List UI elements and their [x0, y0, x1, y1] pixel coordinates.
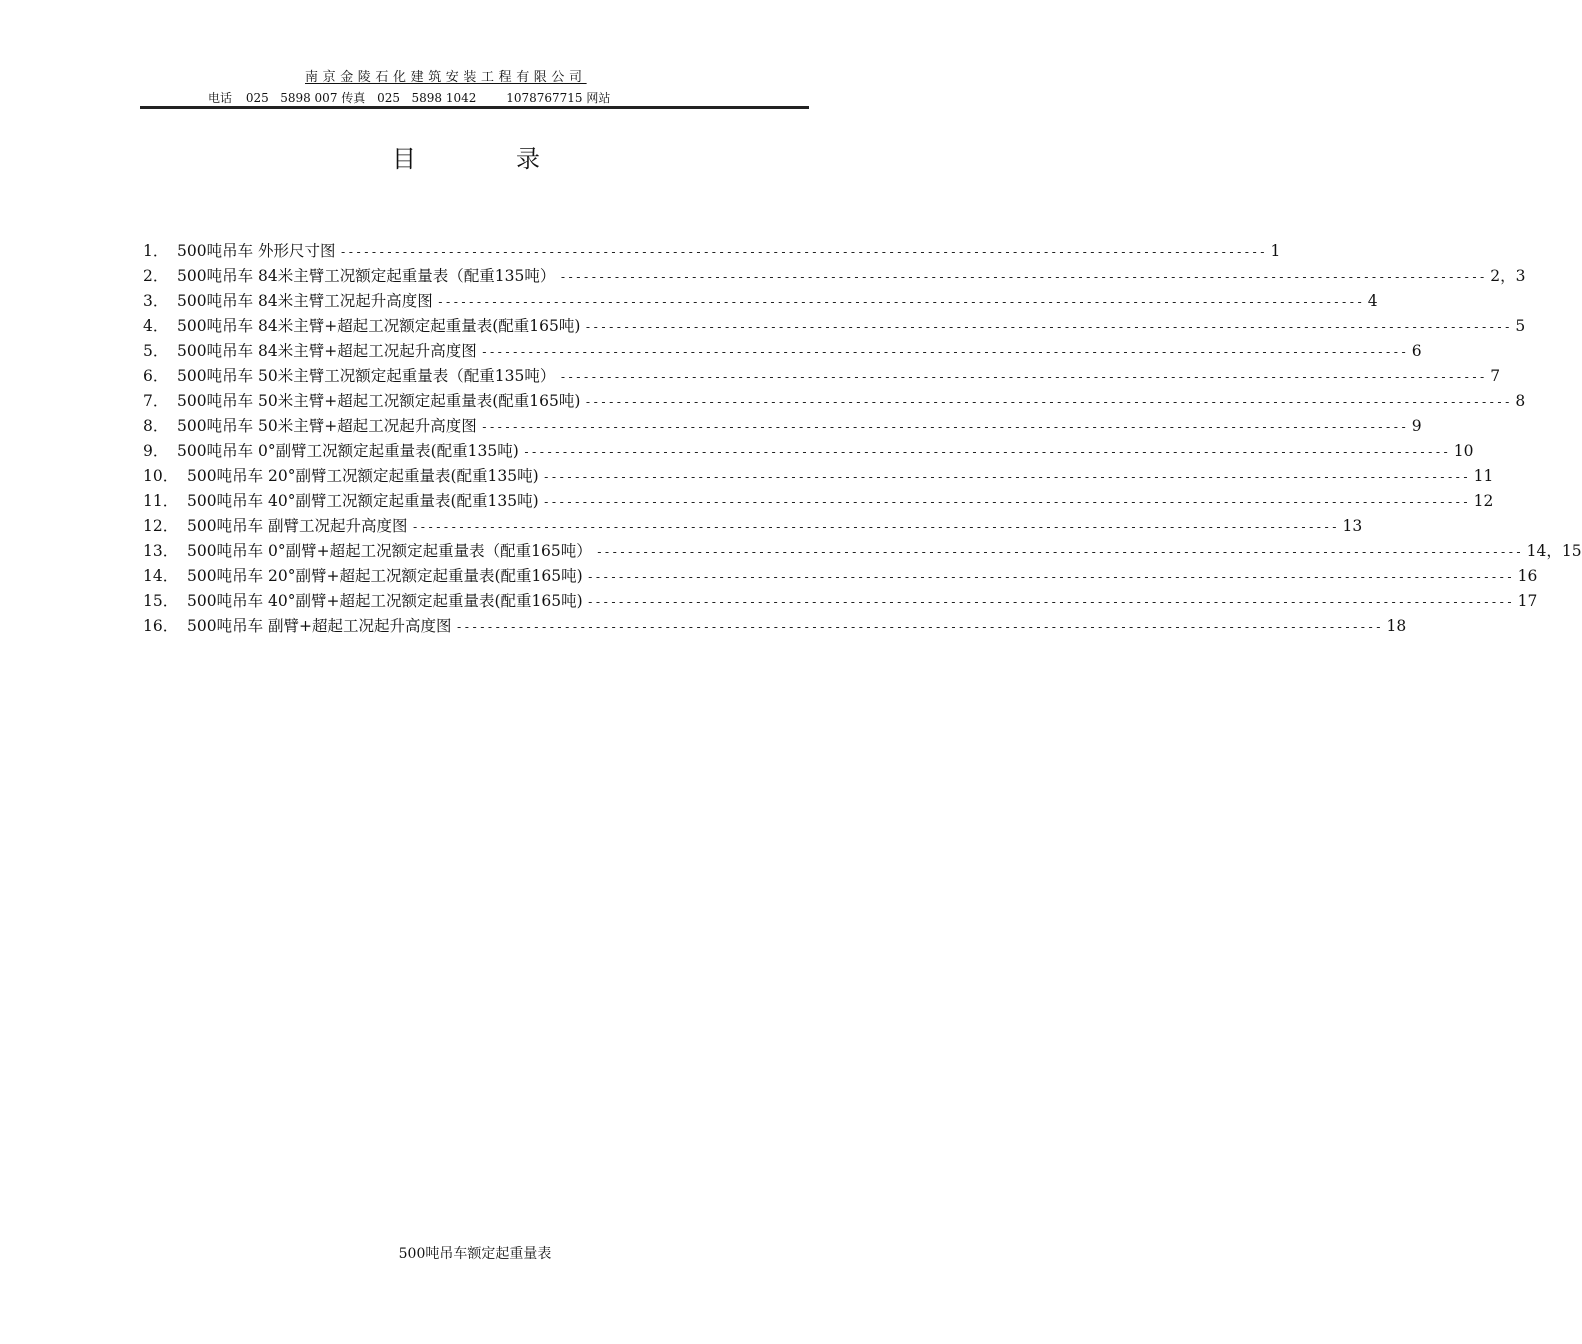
toc-entry-leader: ------------------------------------------------------------------------------------------------------------------------	[586, 595, 1514, 609]
toc-entry-title: 500吨吊车 50米主臂+超起工况起升高度图	[177, 417, 477, 435]
toc-entry-leader: ------------------------------------------------------------------------------------------------------------------------	[584, 320, 1512, 334]
toc-entry-number: 6．	[143, 367, 169, 385]
phone-value: 025 5898 007	[245, 91, 338, 105]
toc-entry-number: 1．	[143, 242, 169, 260]
toc-entry-leader: ------------------------------------------------------------------------------------------------------------------------	[436, 295, 1364, 309]
toc-entry-number: 10．	[143, 467, 179, 485]
toc-entry[interactable]	[143, 490, 1494, 515]
toc-entry-page: 7	[1490, 367, 1501, 385]
toc-list	[143, 240, 1582, 640]
toc-entry-number: 7．	[143, 392, 169, 410]
toc-entry-page: 11	[1473, 467, 1494, 485]
toc-entry-title: 500吨吊车 40°副臂工况额定起重量表(配重135吨)	[187, 492, 539, 510]
toc-entry-number: 13．	[143, 542, 179, 560]
toc-entry-title: 500吨吊车 50米主臂工况额定起重量表（配重135吨）	[177, 367, 556, 385]
toc-entry-page: 6	[1411, 342, 1422, 360]
toc-entry-title: 500吨吊车 84米主臂工况起升高度图	[177, 292, 433, 310]
toc-entry-page: 13	[1342, 517, 1363, 535]
toc-title-char-1: 目	[392, 145, 416, 173]
toc-entry-title: 500吨吊车 20°副臂工况额定起重量表(配重135吨)	[187, 467, 539, 485]
toc-entry-leader: ------------------------------------------------------------------------------------------------------------------------	[522, 445, 1450, 459]
toc-entry[interactable]	[143, 240, 1281, 265]
toc-entry-number: 11．	[143, 492, 179, 510]
toc-entry-number: 8．	[143, 417, 169, 435]
toc-entry-page: 9	[1411, 417, 1422, 435]
toc-title-char-2: 录	[516, 145, 540, 173]
toc-entry-leader: ------------------------------------------------------------------------------------------------------------------------	[584, 395, 1512, 409]
toc-entry-title: 500吨吊车 0°副臂+超起工况额定起重量表（配重165吨）	[187, 542, 592, 560]
toc-entry-number: 15．	[143, 592, 179, 610]
toc-entry[interactable]	[143, 340, 1422, 365]
toc-entry-title: 500吨吊车 副臂+超起工况起升高度图	[187, 617, 452, 635]
toc-entry-title: 500吨吊车 84米主臂+超起工况额定起重量表(配重165吨)	[177, 317, 581, 335]
toc-entry-title: 500吨吊车 副臂工况起升高度图	[187, 517, 408, 535]
toc-entry-leader: ------------------------------------------------------------------------------------------------------------------------	[542, 470, 1470, 484]
toc-entry[interactable]	[143, 540, 1582, 565]
company-name: 南京金陵石化建筑安装工程有限公司	[305, 70, 587, 85]
toc-entry-page: 12	[1473, 492, 1494, 510]
toc-entry-page: 17	[1517, 592, 1538, 610]
toc-entry-number: 16．	[143, 617, 179, 635]
toc-entry-leader: ------------------------------------------------------------------------------------------------------------------------	[339, 245, 1267, 259]
toc-entry-leader: ------------------------------------------------------------------------------------------------------------------------	[455, 620, 1383, 634]
toc-entry-number: 2．	[143, 267, 169, 285]
toc-entry-leader: ------------------------------------------------------------------------------------------------------------------------	[411, 520, 1339, 534]
toc-entry-page: 5	[1515, 317, 1526, 335]
toc-entry[interactable]	[143, 615, 1407, 640]
toc-entry[interactable]	[143, 390, 1526, 415]
toc-entry-leader: ------------------------------------------------------------------------------------------------------------------------	[595, 545, 1523, 559]
toc-entry[interactable]	[143, 315, 1526, 340]
contact-extra: 1078767715	[506, 91, 583, 105]
toc-entry-page: 16	[1517, 567, 1538, 585]
toc-entry-title: 500吨吊车 20°副臂+超起工况额定起重量表(配重165吨)	[187, 567, 583, 585]
toc-entry-number: 4．	[143, 317, 169, 335]
site-label: 网站	[586, 91, 611, 105]
fax-value: 025 5898 1042	[377, 91, 477, 105]
toc-entry-title: 500吨吊车 50米主臂+超起工况额定起重量表(配重165吨)	[177, 392, 581, 410]
toc-entry-number: 3．	[143, 292, 169, 310]
toc-entry-title: 500吨吊车 84米主臂工况额定起重量表（配重135吨）	[177, 267, 556, 285]
toc-entry-leader: ------------------------------------------------------------------------------------------------------------------------	[586, 570, 1514, 584]
toc-entry[interactable]	[143, 440, 1474, 465]
contact-line	[208, 90, 610, 106]
toc-entry-leader: ------------------------------------------------------------------------------------------------------------------------	[559, 270, 1487, 284]
toc-entry[interactable]	[143, 565, 1538, 590]
toc-entry[interactable]	[143, 515, 1363, 540]
toc-entry-title: 500吨吊车 84米主臂+超起工况起升高度图	[177, 342, 477, 360]
toc-entry[interactable]	[143, 290, 1378, 315]
toc-entry-page: 10	[1453, 442, 1474, 460]
toc-entry-number: 5．	[143, 342, 169, 360]
toc-entry[interactable]	[143, 415, 1422, 440]
toc-entry-leader: ------------------------------------------------------------------------------------------------------------------------	[542, 495, 1470, 509]
toc-entry-leader: ------------------------------------------------------------------------------------------------------------------------	[559, 370, 1487, 384]
toc-entry-number: 14．	[143, 567, 179, 585]
phone-label: 电话	[208, 91, 233, 105]
toc-entry-title: 500吨吊车 外形尺寸图	[177, 242, 336, 260]
toc-entry-leader: ------------------------------------------------------------------------------------------------------------------------	[480, 345, 1408, 359]
toc-entry[interactable]	[143, 465, 1494, 490]
toc-entry[interactable]	[143, 590, 1538, 615]
toc-entry-page: 4	[1367, 292, 1378, 310]
toc-entry-leader: ------------------------------------------------------------------------------------------------------------------------	[480, 420, 1408, 434]
toc-entry-page: 14，15	[1526, 542, 1582, 560]
page-footer: 500吨吊车额定起重量表	[398, 1246, 552, 1262]
fax-label: 传真	[341, 91, 366, 105]
toc-entry-page: 2，3	[1490, 267, 1526, 285]
header-rule	[140, 106, 809, 109]
toc-entry-number: 9．	[143, 442, 169, 460]
toc-entry-page: 8	[1515, 392, 1526, 410]
toc-entry-page: 1	[1270, 242, 1281, 260]
toc-entry-page: 18	[1386, 617, 1407, 635]
toc-title	[392, 144, 540, 174]
toc-entry[interactable]	[143, 265, 1526, 290]
toc-entry-number: 12．	[143, 517, 179, 535]
toc-entry-title: 500吨吊车 0°副臂工况额定起重量表(配重135吨)	[177, 442, 519, 460]
toc-entry-title: 500吨吊车 40°副臂+超起工况额定起重量表(配重165吨)	[187, 592, 583, 610]
toc-entry[interactable]	[143, 365, 1501, 390]
